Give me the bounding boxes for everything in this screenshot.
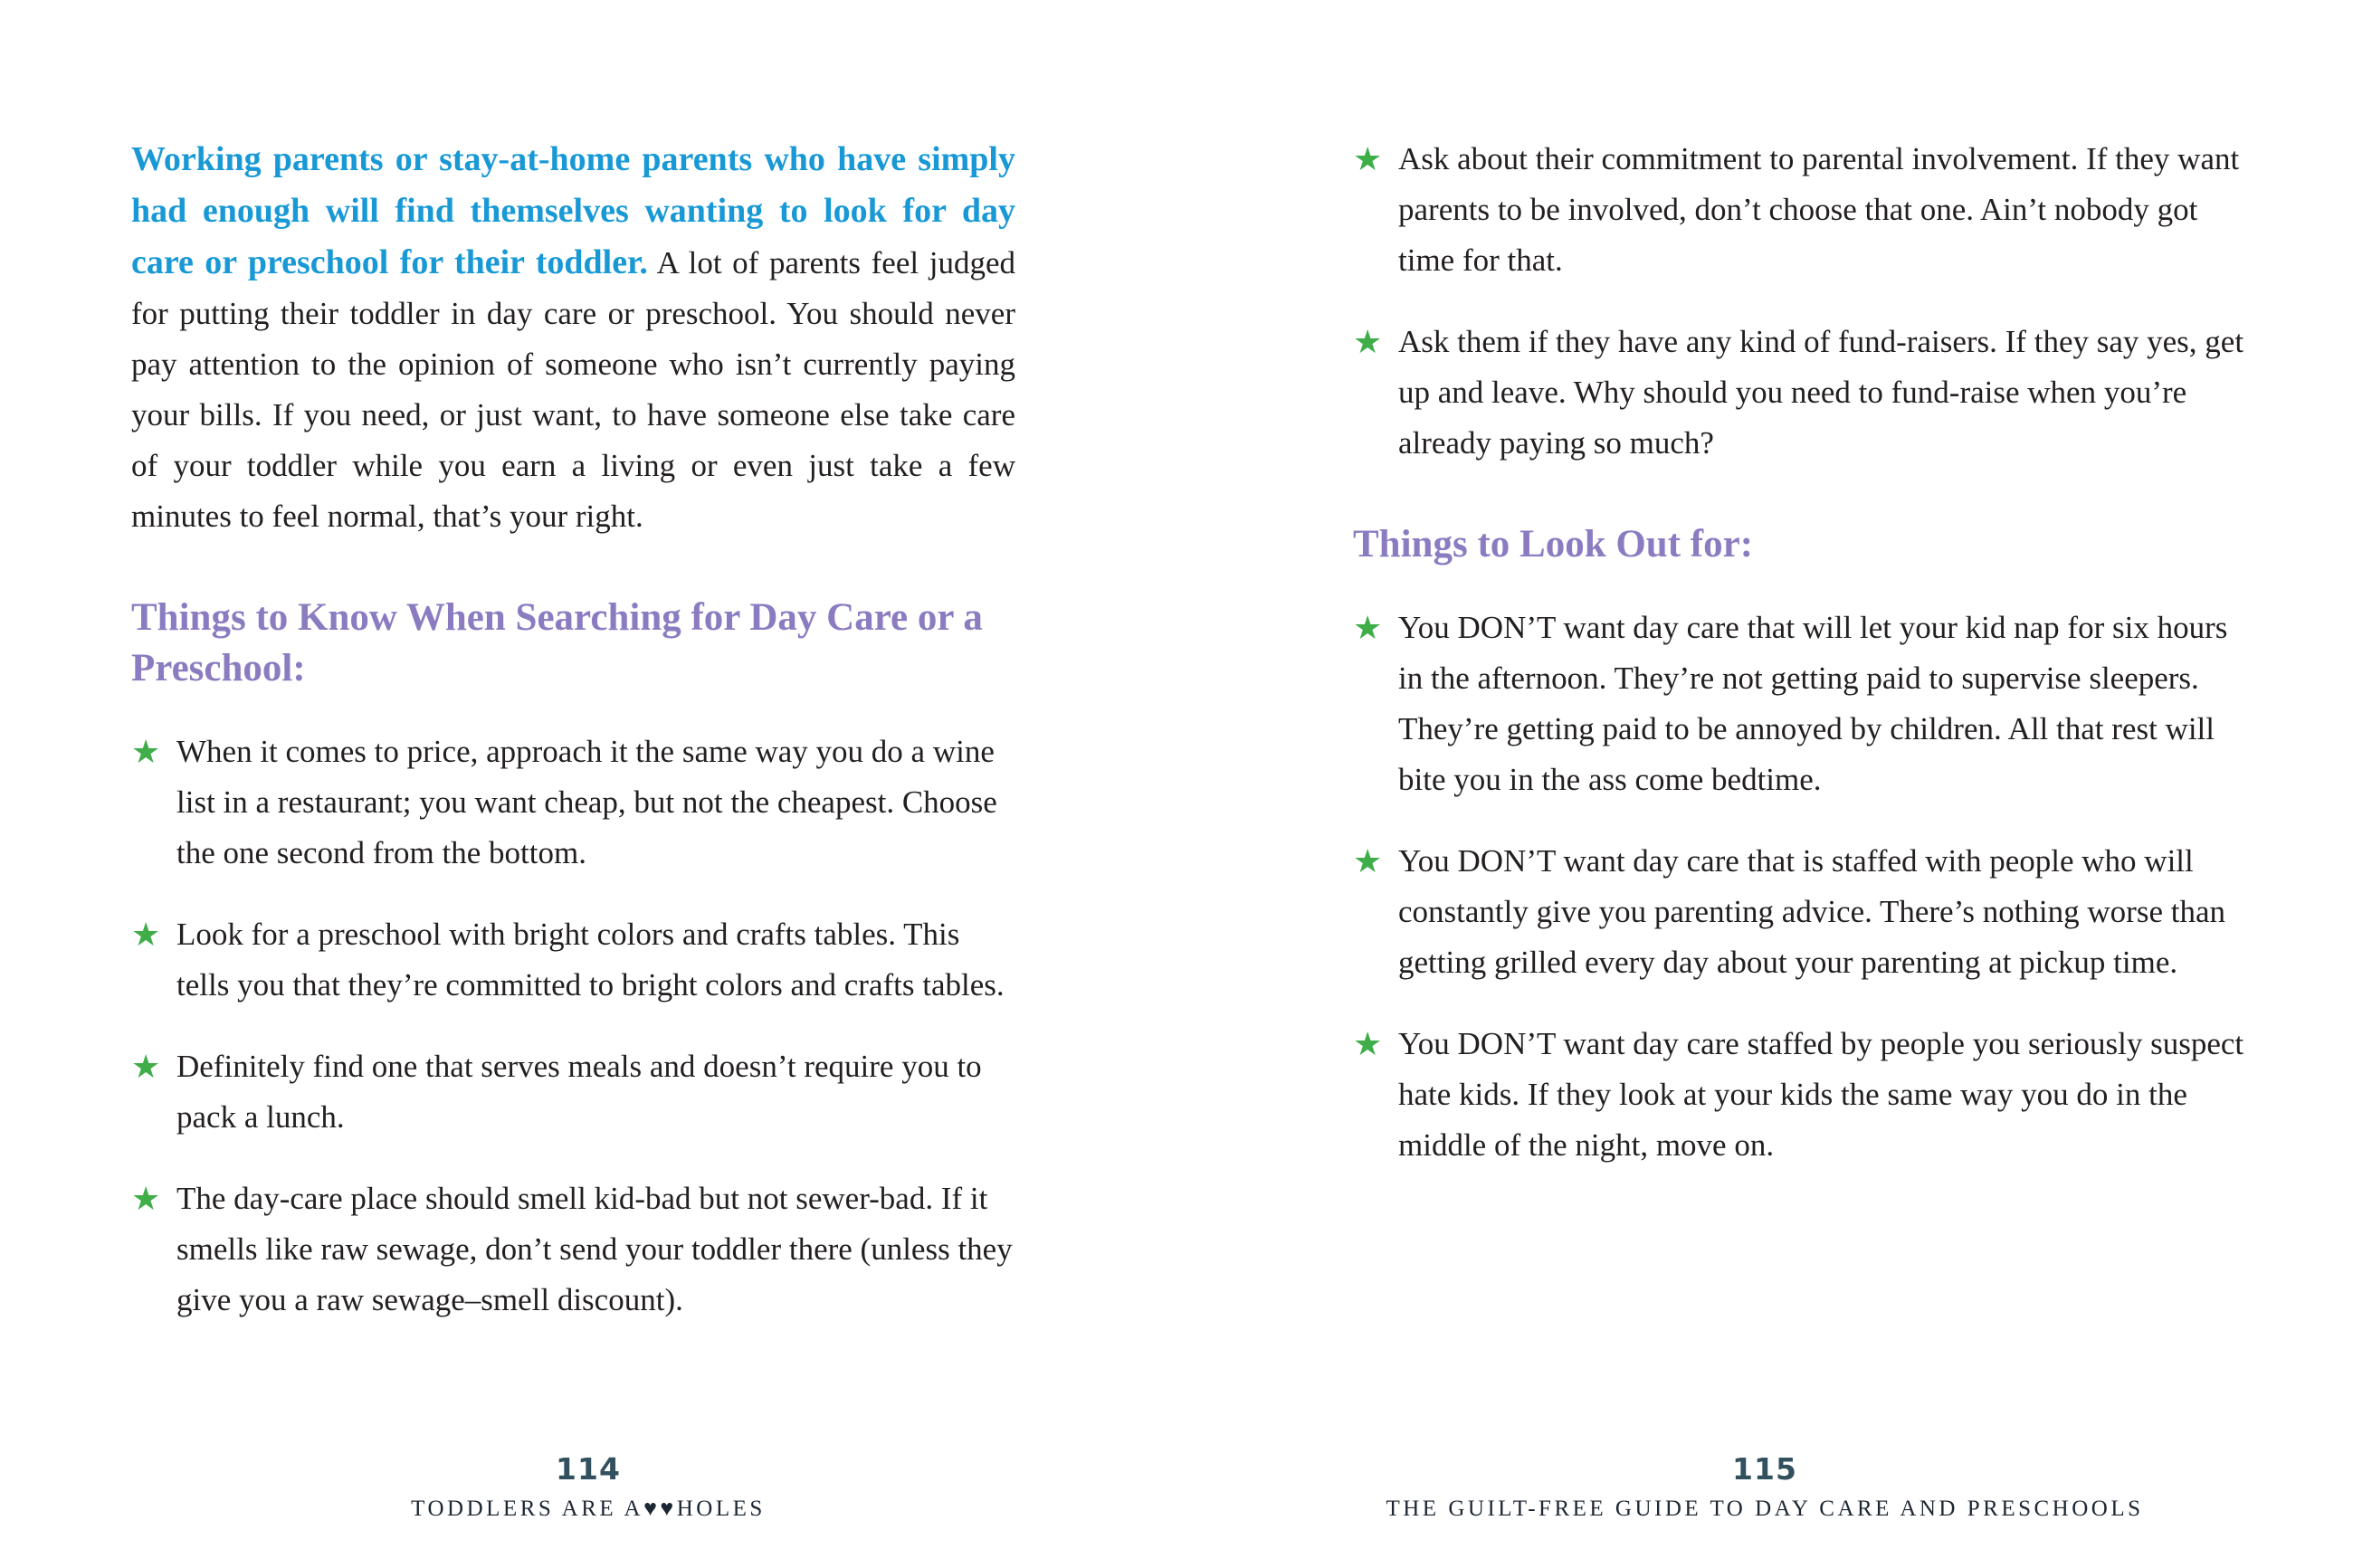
star-icon: ★ <box>131 1049 161 1085</box>
star-icon: ★ <box>131 734 161 770</box>
intro-body: A lot of parents feel judged for putting their toddler in day care or preschool. You should never pay attention to the opinion of someone who isn’t currently paying your bills. If you need, or just want, to have someone else take care of your toddler while you earn a living or even just take a few minutes to feel normal, that’s your right. <box>131 245 1015 534</box>
page-left-content <box>131 134 1015 1326</box>
bullet-text: When it comes to price, approach it the same way you do a wine list in a restaurant; you want cheap, but not the cheapest. Choose the one second from the bottom. <box>176 734 997 870</box>
section-heading-know: Things to Know When Searching for Day Care or a Preschool: <box>131 596 983 689</box>
bullet-item <box>1353 603 2244 805</box>
bullet-text: You DON’T want day care that will let your kid nap for six hours in the afternoon. They’re not getting paid to supervise sleepers. They’re getting paid to be annoyed by children. All that rest will bite you in the ass come bedtime. <box>1398 610 2228 797</box>
footer-caption: THE GUILT-FREE GUIDE TO DAY CARE AND PRESCHOOLS <box>1386 1497 2144 1521</box>
star-icon: ★ <box>131 1181 161 1217</box>
bullet-item <box>131 1174 1015 1326</box>
star-icon: ★ <box>1353 324 1383 360</box>
footer-right <box>1176 1452 2353 1523</box>
page-right <box>1176 0 2353 1568</box>
bullet-item <box>131 909 1015 1011</box>
bullet-text: Look for a preschool with bright colors and crafts tables. This tells you that they’re committed to bright colors and crafts tables. <box>176 917 1005 1003</box>
star-icon: ★ <box>1353 843 1383 879</box>
page-number: 115 <box>1732 1451 1797 1487</box>
star-icon: ★ <box>1353 141 1383 177</box>
bullet-text: Ask about their commitment to parental involvement. If they want parents to be involved, don’t choose that one. Ain’t nobody got time for that. <box>1398 141 2240 278</box>
footer-left <box>0 1452 1176 1523</box>
bullet-item <box>1353 134 2244 286</box>
page-left <box>0 0 1176 1568</box>
bullet-item <box>1353 1019 2244 1171</box>
bullet-text: Ask them if they have any kind of fund-raisers. If they say yes, get up and leave. Why should you need to fund-raise when you’re already paying so much? <box>1398 324 2244 461</box>
bullet-item <box>1353 317 2244 469</box>
bullet-item <box>131 1041 1015 1143</box>
star-icon: ★ <box>131 917 161 953</box>
bullet-list-know <box>131 727 1015 1326</box>
bullet-list-lookout <box>1353 603 2244 1171</box>
bullet-item <box>1353 836 2244 988</box>
bullet-text: You DON’T want day care that is staffed with people who will constantly give you parenting advice. There’s nothing worse than getting grilled every day about your parenting at pickup time. <box>1398 843 2225 980</box>
bullet-list-top <box>1353 134 2244 469</box>
bullet-text: You DON’T want day care staffed by people you seriously suspect hate kids. If they look at your kids the same way you do in the middle of the night, move on. <box>1398 1026 2244 1163</box>
footer-caption: TODDLERS ARE A♥♥HOLES <box>411 1497 766 1521</box>
page-right-content <box>1353 134 2244 1171</box>
bullet-text: The day-care place should smell kid-bad but not sewer-bad. If it smells like raw sewage, don’t send your toddler there (unless they give you a raw sewage–smell discount). <box>176 1181 1013 1317</box>
intro-highlight: Working parents or stay-at-home parents who have simply had enough will find themselves wanting to look for day care or preschool for their toddler. <box>131 140 1015 281</box>
intro-paragraph <box>131 134 1015 542</box>
section-heading-lookout: Things to Look Out for: <box>1353 523 1754 565</box>
star-icon: ★ <box>1353 1026 1383 1062</box>
page-number: 114 <box>556 1451 621 1487</box>
bullet-text: Definitely find one that serves meals and doesn’t require you to pack a lunch. <box>176 1049 982 1135</box>
star-icon: ★ <box>1353 610 1383 646</box>
bullet-item <box>131 727 1015 879</box>
